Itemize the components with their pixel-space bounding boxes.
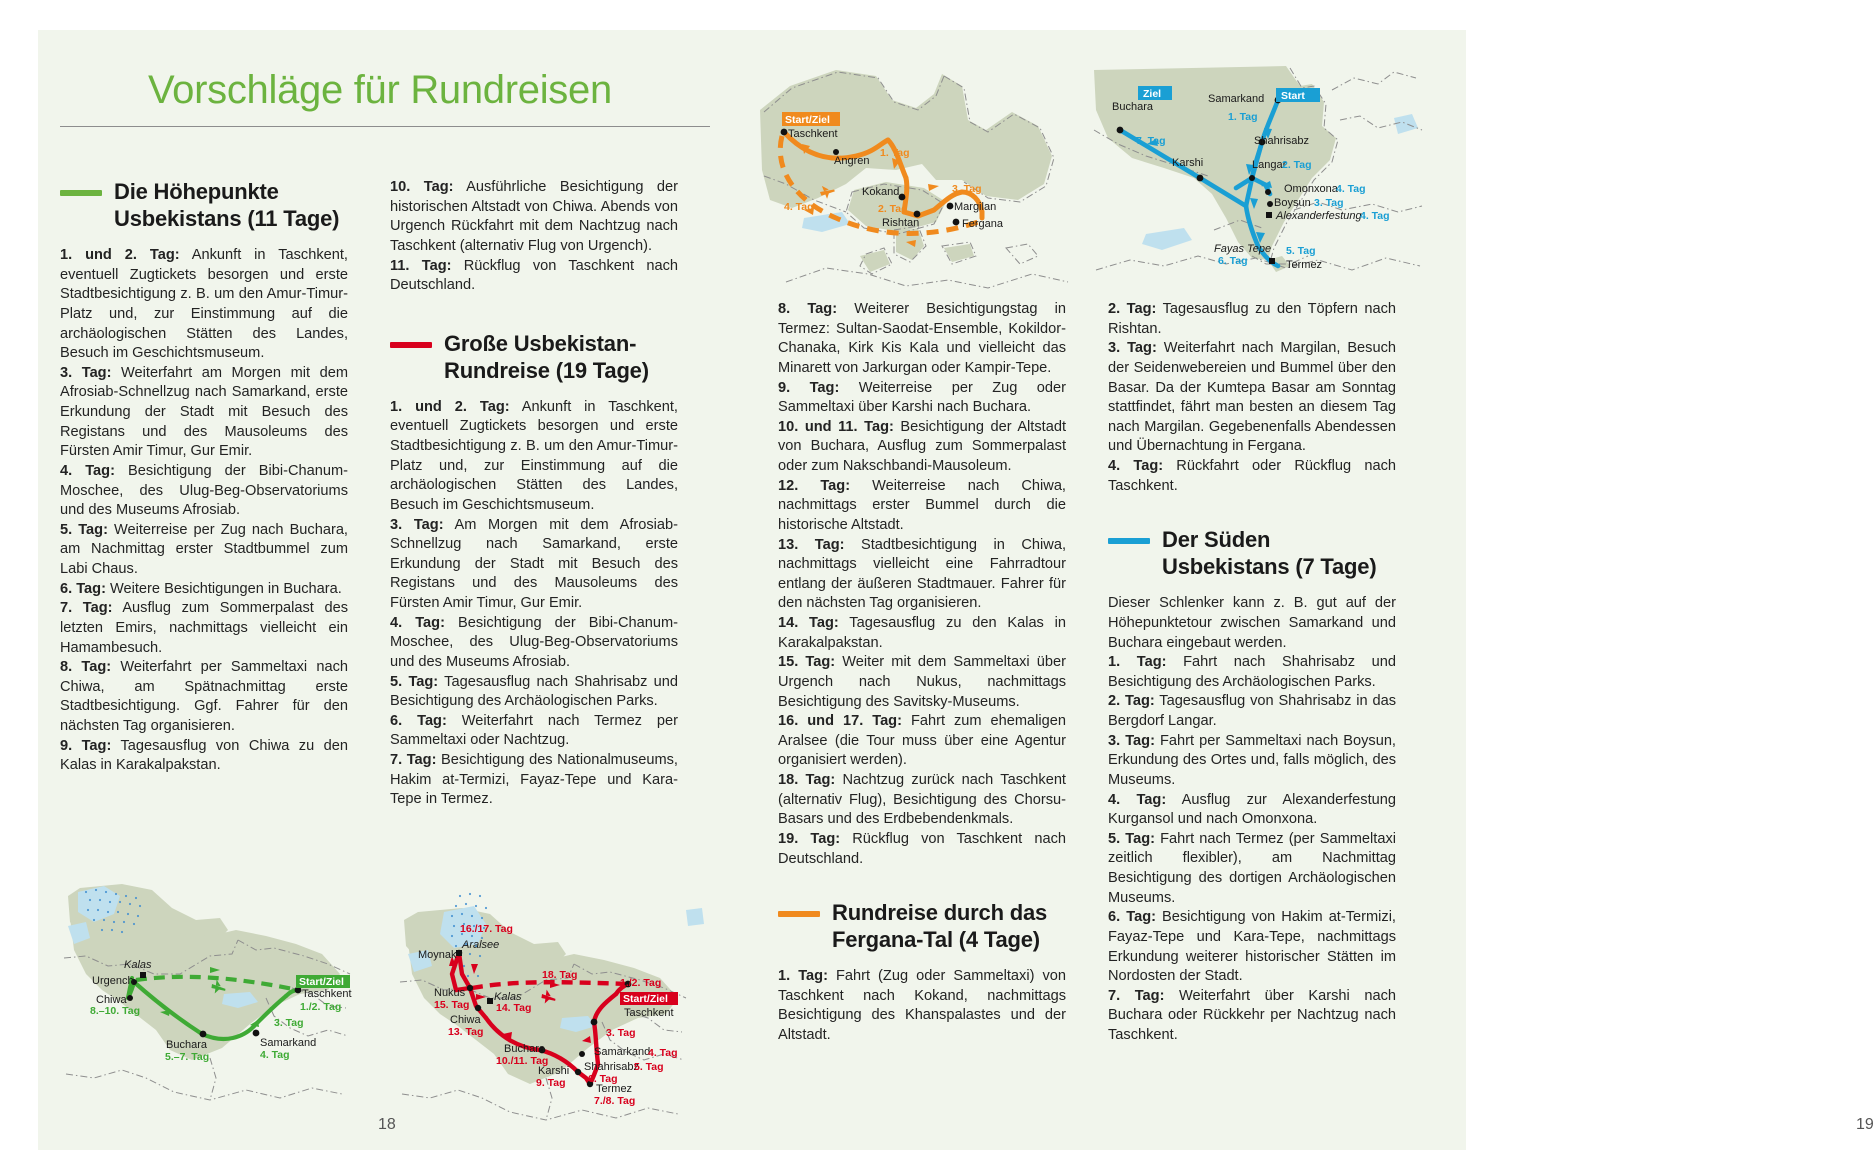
page-title: Vorschläge für Rundreisen — [148, 68, 612, 112]
paragraph: 2. Tag: Tagesausflug zu den Töpfern nach Rishtan. — [1108, 301, 1397, 337]
map-site-label: Kalas — [494, 991, 522, 1003]
green-dash-icon — [60, 190, 102, 196]
map-city-label: Angren — [834, 155, 870, 167]
book-spread — [38, 30, 1874, 1150]
map-city-label: Taschkent — [302, 988, 352, 1000]
red-dash-icon — [390, 342, 432, 348]
map-day-label: 9. Tag — [536, 1077, 566, 1089]
map-day-label: 4. Tag — [784, 201, 814, 213]
map-city-label: Samarkand — [260, 1037, 317, 1049]
map-day-label: 15. Tag — [434, 999, 470, 1011]
page-left — [38, 30, 756, 1150]
map-grosse-rundreise — [390, 878, 708, 1140]
map-day-label: 4. Tag — [1336, 183, 1366, 195]
page-number-left: 18 — [378, 1116, 396, 1133]
paragraph: 7. Tag: Weiterfahrt über Karshi nach Buchara oder Rückkehr per Nachtzug nach Taschkent. — [1108, 987, 1396, 1044]
paragraph: 5. Tag: Tagesausflug nach Shahrisabz und Besichtigung des Archäologischen Parks. — [390, 673, 678, 710]
paragraph: Dieser Schlenker kann z. B. gut auf der Höhepunktetour zwischen Samarkand und Buchara eingebaut werden. — [1108, 595, 1396, 651]
map-day-label: 16./17. Tag — [460, 923, 513, 935]
map-city-label: Taschkent — [624, 1007, 674, 1019]
column-4 — [1108, 300, 1396, 1046]
map-city-label: Karshi — [1172, 157, 1204, 169]
map-day-label: 4. Tag — [648, 1047, 678, 1059]
paragraph: 14. Tag: Tagesausflug zu den Kalas in Karakalpakstan. — [778, 615, 1066, 651]
paragraph: 4. Tag: Besichtigung der Bibi-Chanum-Moschee, des Ulug-Beg-Observatoriums und des Museums Afrosiab. — [390, 614, 678, 670]
map-day-label: 3. Tag — [274, 1017, 304, 1029]
paragraph: 6. Tag: Weitere Besichtigungen in Buchara. — [60, 580, 342, 597]
map-site-label: Kalas — [124, 959, 152, 971]
map-day-label: 6. Tag — [588, 1073, 618, 1085]
map-site-label: Aralsee — [462, 939, 500, 951]
map-city-label: Shahrisabz — [584, 1061, 640, 1073]
section-title: Die Höhepunkte Usbekistans (11 Tage) — [114, 179, 340, 232]
section-title: Rundreise durch das Fergana-Tal (4 Tage) — [832, 900, 1048, 953]
page-number-right: 19 — [1856, 1116, 1874, 1133]
map-city-label: Buchara — [1112, 101, 1153, 113]
map-city-label: Nukus — [434, 987, 466, 999]
paragraph: 4. Tag: Besichtigung der Bibi-Chanum-Moschee, des Ulug-Beg-Observatoriums und des Museums Afrosiab. — [60, 462, 348, 519]
paragraph: 3. Tag: Weiterfahrt nach Margilan, Besuch der Seidenwebereien und Bummel über den Basar. Da der Kumtepa Basar am Sonntag stattfindet, fährt man besten an diesem Tag nach Margilan. Gegebenenfalls Abendessen und Übernachtung in Fergana. — [1108, 340, 1396, 455]
map-city-label: Urgench — [92, 975, 134, 987]
map-city-label: Termez — [1286, 259, 1323, 271]
map-day-label: 6. Tag — [1218, 255, 1248, 267]
map-grosse-svg — [390, 878, 708, 1140]
paragraph: 3. Tag: Am Morgen mit dem Afrosiab-Schnellzug nach Samarkand, erste Erkundung der Stadt mit Besuch des Registans und des Mausoleums des Fürsten Amir Timur, Gur Emir. — [390, 516, 678, 612]
section-heading-sueden — [1108, 526, 1396, 580]
paragraph: 7. Tag: Ausflug zum Sommerpalast des letzten Emirs, nachmittags vielleicht ein Hamambesuch. — [60, 600, 348, 656]
map-day-label: 7./8. Tag — [594, 1095, 636, 1107]
paragraph: 5. Tag: Fahrt nach Termez (per Sammeltaxi zeitlich flexibler), am Nachmittag Besichtigung des dortigen Archäologischen Museums. — [1108, 830, 1396, 906]
paragraph: 1. und 2. Tag: Ankunft in Taschkent, eventuell Zugtickets besorgen und erste Stadtbesichtigung z. B. um den Amur-Timur-Platz und, zur Einstimmung auf die archäologischen Stätten des Landes, Besuch im Geschichtsmuseum. — [60, 247, 348, 362]
map-city-label: Chiwa — [450, 1014, 481, 1026]
map-day-label: 14. Tag — [496, 1002, 532, 1014]
paragraph: 1. Tag: Fahrt nach Shahrisabz und Besichtigung des Archäologischen Parks. — [1108, 654, 1396, 690]
blue-dash-icon — [1108, 538, 1150, 544]
map-day-label: 1./2. Tag — [620, 977, 662, 989]
paragraph: 7. Tag: Besichtigung des Nationalmuseums, Hakim at-Termizi, Fayaz-Tepe und Kara-Tepe in Termez. — [390, 752, 678, 808]
paragraph: 9. Tag: Tagesausflug von Chiwa zu den Kalas in Karakalpakstan. — [60, 737, 348, 774]
map-day-label: 1./2. Tag — [300, 1001, 342, 1013]
map-site-label: Alexanderfestung — [1276, 210, 1362, 222]
paragraph: 3. Tag: Fahrt per Sammeltaxi nach Boysun, Erkundung des Ortes und, falls möglich, des Museums. — [1108, 732, 1396, 788]
map-day-label: 18. Tag — [542, 969, 578, 981]
paragraph: 8. Tag: Weiterer Besichtigungstag in Termez: Sultan-Saodat-Ensemble, Kokildor-Chanaka, Kirk Kis Kala und vielleicht das Minarett von Jarkurgan oder Kampir-Tepe. — [778, 301, 1066, 376]
map-day-label: 3. Tag — [952, 183, 982, 195]
map-city-label: Kokand — [862, 186, 900, 198]
map-city-label: Samarkand — [1208, 93, 1265, 105]
map-city-label: Shahrisabz — [1254, 135, 1310, 147]
section-title: Der Süden Usbekistans (7 Tage) — [1162, 527, 1377, 580]
paragraph: 13. Tag: Stadtbesichtigung in Chiwa, nachmittags vielleicht eine Fahrradtour entlang der äußeren Stadtmauer. Fahrer für den nächsten Tag organisieren. — [778, 536, 1066, 612]
paragraph: 19. Tag: Rückflug von Taschkent nach Deutschland. — [778, 830, 1066, 867]
paragraph: 4. Tag: Rückfahrt oder Rückflug nach Taschkent. — [1108, 458, 1396, 494]
column-1 — [60, 178, 348, 776]
paragraph: 2. Tag: Tagesausflug von Shahrisabz in das Bergdorf Langar. — [1108, 693, 1396, 730]
column-3 — [778, 300, 1066, 1046]
map-day-label: 8.–10. Tag — [90, 1005, 140, 1017]
map-badge-label: Start/Ziel — [785, 114, 830, 126]
map-city-label: Moynak — [418, 949, 457, 961]
map-day-label: 5.–7. Tag — [165, 1051, 210, 1063]
map-badge-label: Start — [1281, 90, 1305, 102]
map-day-label: 13. Tag — [448, 1026, 484, 1038]
map-day-label: 3. Tag — [606, 1027, 636, 1039]
paragraph: 16. und 17. Tag: Fahrt zum ehemaligen Aralsee (die Tour muss über eine Agentur organisiert werden). — [778, 713, 1066, 769]
title-divider — [60, 126, 710, 127]
map-day-label: 4. Tag — [260, 1049, 290, 1061]
section-heading-grosse-rundreise — [390, 330, 678, 384]
map-day-label: 2. Tag — [878, 203, 908, 215]
paragraph: 10. und 11. Tag: Besichtigung der Altstadt von Buchara, Ausflug zum Sommerpalast oder zum Nakschbandi-Mausoleum. — [778, 418, 1066, 474]
orange-dash-icon — [778, 911, 820, 917]
paragraph: 1. Tag: Fahrt (Zug oder Sammeltaxi) von Taschkent nach Kokand, nachmittags Besichtigung des Khanspalastes und der Altstadt. — [778, 968, 1066, 1044]
map-city-label: Taschkent — [788, 128, 838, 140]
paragraph: 5. Tag: Weiterreise per Zug nach Buchara, am Nachmittag erster Stadtbummel zum Labi Chaus. — [60, 521, 348, 578]
map-sueden-svg — [1086, 60, 1426, 310]
map-sueden — [1086, 60, 1426, 310]
map-hoehepunkte — [60, 878, 360, 1140]
map-day-label: 10./11. Tag — [496, 1055, 549, 1067]
map-fergana-svg — [756, 60, 1076, 310]
map-badge-label: Start/Ziel — [299, 976, 344, 988]
map-hoehepunkte-svg — [60, 878, 360, 1140]
paragraph: 11. Tag: Rückflug von Taschkent nach Deutschland. — [390, 257, 678, 294]
paragraph: 4. Tag: Ausflug zur Alexanderfestung Kurgansol und nach Omonxona. — [1108, 791, 1396, 828]
map-badge-label: Start/Ziel — [623, 993, 668, 1005]
map-badge-label: Ziel — [1143, 88, 1162, 100]
section-heading-hoehepunkte — [60, 178, 348, 232]
paragraph: 6. Tag: Weiterfahrt nach Termez per Sammeltaxi oder Nachtzug. — [390, 712, 679, 749]
map-fergana — [756, 60, 1076, 310]
paragraph: 15. Tag: Weiter mit dem Sammeltaxi über Urgench nach Nukus, nachmittags Besichtigung des Savitsky-Museums. — [778, 654, 1066, 710]
section-heading-fergana — [778, 899, 1066, 953]
map-day-label: 5. Tag — [634, 1061, 664, 1073]
page-right — [756, 30, 1874, 1150]
map-day-label: 3. Tag — [1314, 197, 1344, 209]
map-city-label: Omonxona — [1284, 183, 1338, 195]
map-day-label: 2. Tag — [1282, 159, 1312, 171]
map-day-label: 1. Tag — [880, 147, 910, 159]
paragraph: 10. Tag: Ausführliche Besichtigung der historischen Altstadt von Chiwa. Abends von Urgench Rückfahrt mit dem Nachtzug nach Taschkent (alternativ Flug von Urgench). — [390, 179, 678, 254]
paragraph: 9. Tag: Weiterreise per Zug oder Sammeltaxi über Karshi nach Buchara. — [778, 379, 1067, 416]
map-city-label: Fergana — [962, 218, 1003, 230]
map-city-label: Boysun — [1274, 197, 1311, 209]
paragraph: 8. Tag: Weiterfahrt per Sammeltaxi nach Chiwa, am Spätnachmittag erste Stadtbesichtigung. Ggf. Fahrer für den nächsten Tag organisieren. — [60, 659, 349, 735]
map-city-label: Rishtan — [882, 217, 920, 229]
map-city-label: Termez — [596, 1083, 633, 1095]
map-day-label: 4. Tag — [1360, 210, 1390, 222]
map-city-label: Margilan — [954, 201, 997, 213]
column-2 — [390, 178, 678, 810]
map-city-label: Buchara — [504, 1043, 545, 1055]
map-day-label: 1. Tag — [1228, 111, 1258, 123]
map-day-label: 7. Tag — [1136, 135, 1166, 147]
paragraph: 12. Tag: Weiterreise nach Chiwa, nachmittags erster Bummel durch die historische Altstadt. — [778, 477, 1066, 533]
paragraph: 1. und 2. Tag: Ankunft in Taschkent, eventuell Zugtickets besorgen und erste Stadtbesichtigung z. B. um den Amur-Timur-Platz und, zur Einstimmung auf die archäologischen Stätten des Landes, Besuch im Geschichtsmuseum. — [390, 398, 678, 513]
map-day-label: 5. Tag — [1286, 245, 1316, 257]
map-city-label: Samarkand — [594, 1046, 651, 1058]
paragraph: 18. Tag: Nachtzug zurück nach Taschkent (alternativ Flug), Besichtigung des Chorsu-Basars und des Erdbebendenkmals. — [778, 772, 1066, 828]
map-city-label: Karshi — [538, 1065, 570, 1077]
map-city-label: Langar — [1252, 159, 1287, 171]
map-city-label: Buchara — [166, 1039, 207, 1051]
paragraph: 3. Tag: Weiterfahrt am Morgen mit dem Afrosiab-Schnellzug nach Samarkand, erste Erkundung der Stadt mit Besuch des Registans und des Mausoleums des Fürsten Amir Timur, Gur Emir. — [60, 364, 348, 460]
section-title: Große Usbekistan-Rundreise (19 Tage) — [444, 330, 649, 383]
paragraph: 6. Tag: Besichtigung von Hakim at-Termizi, Fayaz-Tepe und Kara-Tepe, nachmittags Erkundung weiterer historischer Stätten im Nordosten der Stadt. — [1108, 909, 1396, 985]
map-site-label: Fayas Tepe — [1214, 243, 1272, 255]
map-city-label: Chiwa — [96, 994, 127, 1006]
